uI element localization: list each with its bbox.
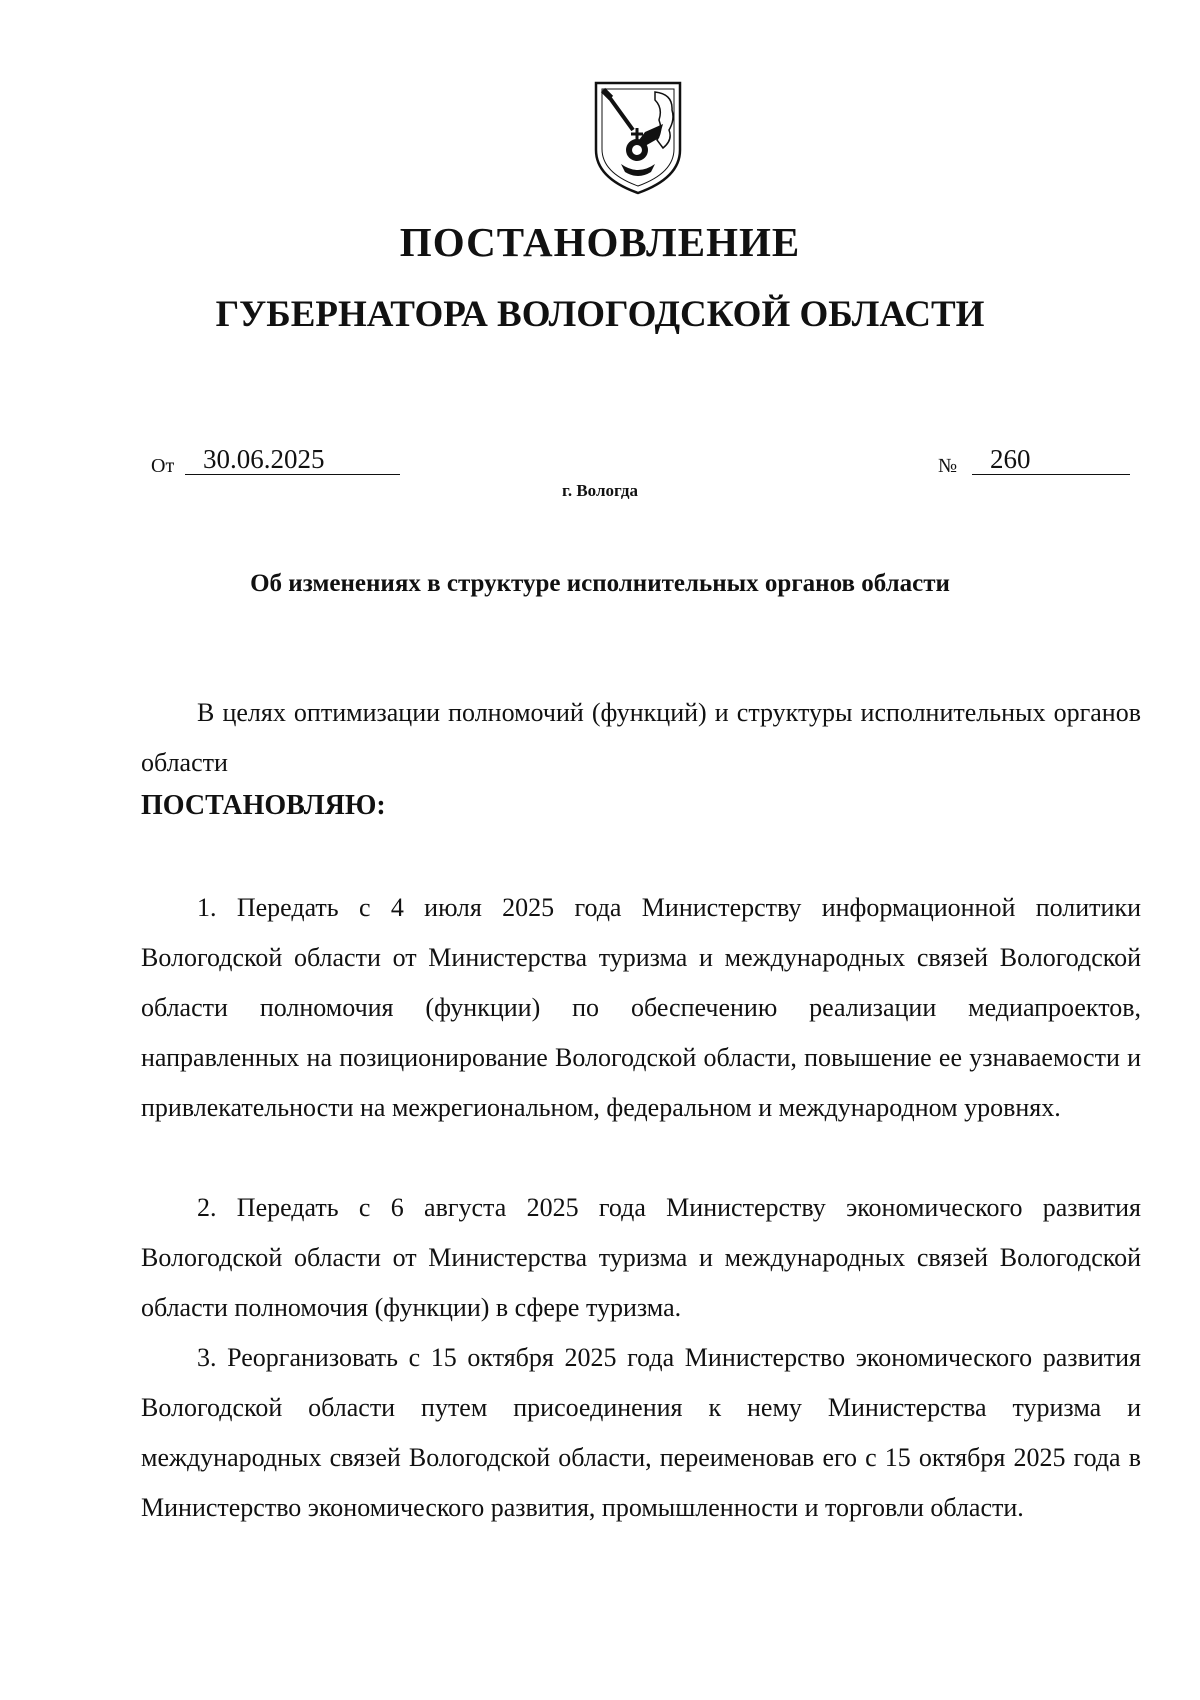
document-city: г. Вологда [562,481,638,500]
document-issuer: ГУБЕРНАТОРА ВОЛОГОДСКОЙ ОБЛАСТИ [215,294,985,335]
decree-word: ПОСТАНОВЛЯЮ: [141,790,386,821]
document-subject: Об изменениях в структуре исполнительных органов области [250,570,950,597]
paragraph-3: 3. Реорганизовать с 15 октября 2025 года Министерство экономического развития Вологодской области путем присоединения к нему Министерства туризма и международных связей Вологодской области, переименовав его с 15 октября 2025 года в Министерство экономического развития, промышленности и торговли области. [141,1343,1141,1522]
intro-paragraph: В целях оптимизации полномочий (функций) и структуры исполнительных органов области [141,698,1141,777]
document-title: ПОСТАНОВЛЕНИЕ [399,219,801,265]
date-label: От [151,455,175,477]
number-label: № [938,455,958,477]
paragraph-2: 2. Передать с 6 августа 2025 года Министерству экономического развития Вологодской области от Министерства туризма и международных связей Вологодской области полномочия (функции) в сфере туризма. [141,1193,1141,1322]
document-number: 260 [972,444,1130,475]
document-date: 30.06.2025 [185,444,400,475]
vologda-coat-of-arms-icon [593,80,683,196]
paragraph-1: 1. Передать с 4 июля 2025 года Министерству информационной политики Вологодской области от Министерства туризма и международных связей Вологодской области полномочия (функции) по обеспечению реализации медиапроектов, направленных на позиционирование Вологодской области, повышение ее узнаваемости и привлекательности на межрегиональном, федеральном и международном уровнях. [141,893,1141,1122]
